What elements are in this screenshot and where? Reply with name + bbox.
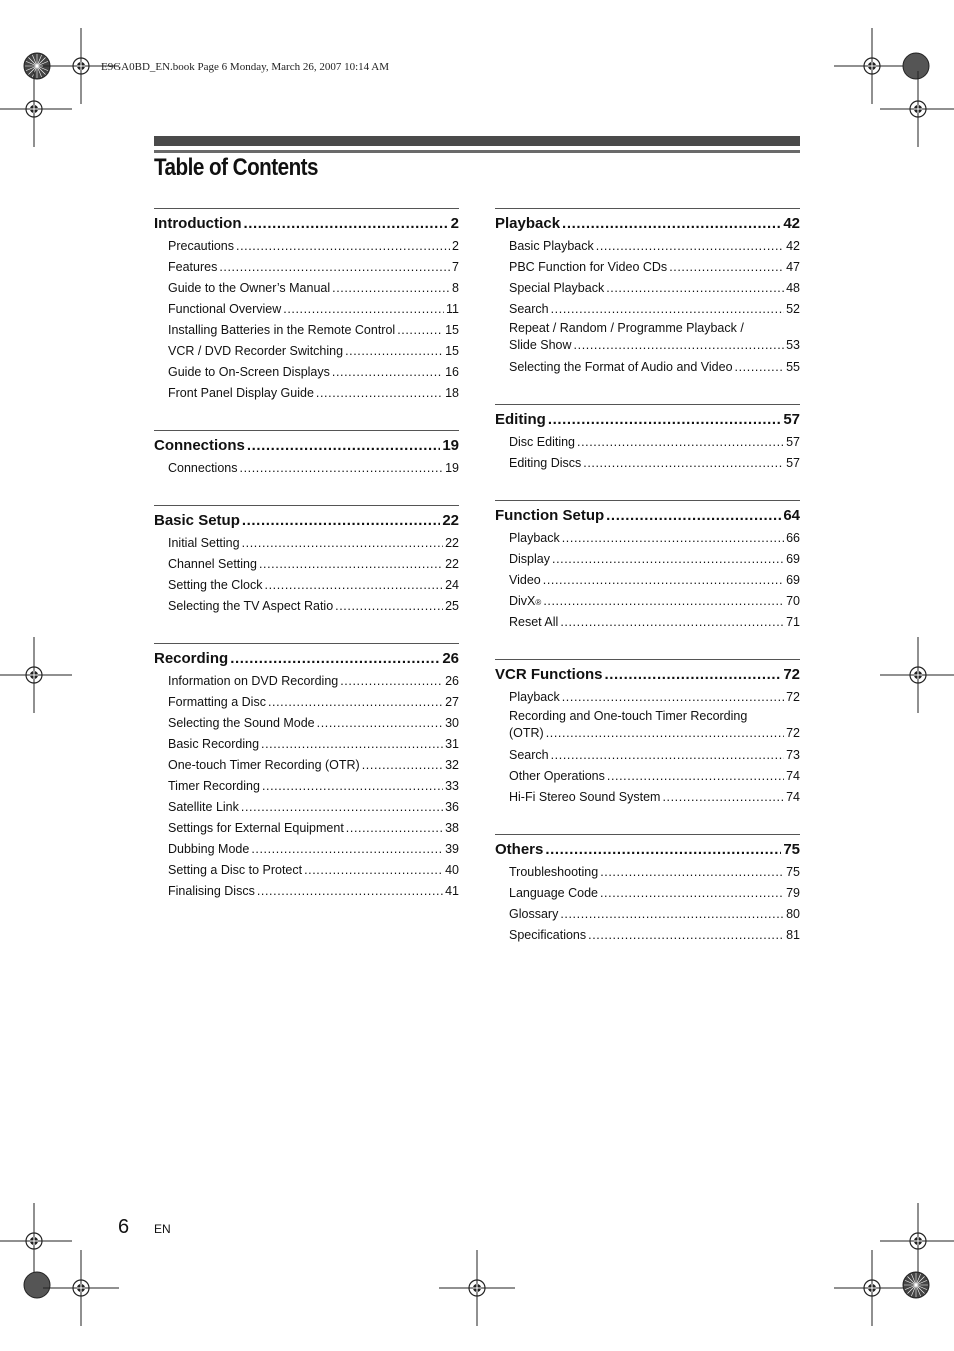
leader-dots <box>600 862 784 883</box>
toc-left-column <box>154 208 459 902</box>
toc-entry-label: VCR / DVD Recorder Switching <box>168 344 344 358</box>
toc-section-heading-page: 57 <box>783 411 800 428</box>
section-gap <box>495 378 800 404</box>
toc-entry-label: Front Panel Display Guide <box>168 386 314 400</box>
leader-dots <box>346 818 443 839</box>
toc-entry-first-line: Recording and One-touch Timer Recording <box>509 709 748 723</box>
leader-dots <box>583 453 784 474</box>
toc-entry-page: 22 <box>445 536 459 550</box>
section-gap <box>495 633 800 659</box>
toc-entry[interactable] <box>154 596 459 617</box>
leader-dots <box>340 671 443 692</box>
toc-entry[interactable] <box>154 797 459 818</box>
toc-entry[interactable] <box>495 708 800 745</box>
toc-section <box>154 430 459 479</box>
toc-section-heading-label: Function Setup <box>495 507 605 524</box>
toc-entry[interactable] <box>495 745 800 766</box>
toc-entry[interactable] <box>495 528 800 549</box>
toc-entry-label: Video <box>509 573 541 587</box>
toc-entry[interactable] <box>154 692 459 713</box>
section-gap <box>495 808 800 834</box>
toc-section-heading-page: 42 <box>783 215 800 232</box>
toc-entry-page: 25 <box>445 599 459 613</box>
toc-entry-page: 55 <box>786 360 800 374</box>
toc-entry[interactable] <box>495 257 800 278</box>
toc-entry[interactable] <box>495 862 800 883</box>
toc-entry-label: Dubbing Mode <box>168 842 250 856</box>
leader-dots <box>543 570 784 591</box>
toc-entry-line[interactable] <box>509 724 800 745</box>
toc-entry-page: 73 <box>786 748 800 762</box>
leader-dots <box>268 692 443 713</box>
toc-entry-label: Language Code <box>509 886 598 900</box>
toc-entry-label: Settings for External Equipment <box>168 821 344 835</box>
toc-entry-page: 24 <box>445 578 459 592</box>
toc-section-heading-label: Connections <box>154 437 245 454</box>
leader-dots <box>283 299 444 320</box>
toc-entry[interactable] <box>495 687 800 708</box>
leader-dots <box>219 257 450 278</box>
toc-entry-page: 11 <box>446 302 459 316</box>
toc-section <box>154 643 459 902</box>
leader-dots <box>606 506 781 526</box>
title-rule-thin <box>154 150 800 153</box>
leader-dots <box>605 665 782 685</box>
toc-entry-page: 74 <box>786 769 800 783</box>
toc-entry[interactable]: DivX ® ..... 70 <box>495 591 800 612</box>
toc-section <box>495 404 800 474</box>
leader-dots <box>316 383 443 404</box>
toc-entry-page: 69 <box>786 552 800 566</box>
leader-dots <box>562 214 781 234</box>
toc-entry[interactable] <box>495 357 800 378</box>
toc-section-heading-page: 72 <box>783 666 800 683</box>
page-number: 6 <box>118 1216 130 1238</box>
leader-dots <box>242 511 440 531</box>
toc-section-heading-label: VCR Functions <box>495 666 603 683</box>
toc-entry-page: 39 <box>445 842 459 856</box>
toc-section-heading-label: Basic Setup <box>154 512 240 529</box>
leader-dots <box>560 904 784 925</box>
toc-right-column <box>495 208 800 946</box>
toc-entry-label: Precautions <box>168 239 235 253</box>
toc-entry-label: Troubleshooting <box>509 865 599 879</box>
page-title: Table of Contents <box>154 154 318 181</box>
toc-entry[interactable] <box>154 299 459 320</box>
toc-entry[interactable] <box>154 713 459 734</box>
toc-section-heading[interactable] <box>495 410 800 430</box>
toc-entry[interactable] <box>495 453 800 474</box>
toc-entry-label: Initial Setting <box>168 536 240 550</box>
leader-dots <box>543 591 784 612</box>
toc-entry-page: 7 <box>452 260 459 274</box>
toc-entry-label: Reset All <box>509 615 559 629</box>
leader-dots <box>240 458 444 479</box>
leader-dots <box>362 755 443 776</box>
leader-dots <box>551 745 784 766</box>
leader-dots <box>606 278 784 299</box>
toc-section <box>495 500 800 633</box>
toc-entry-label: Editing Discs <box>509 456 582 470</box>
toc-entry-label: Search <box>509 302 549 316</box>
toc-entry-label: Guide to the Owner’s Manual <box>168 281 331 295</box>
toc-entry[interactable] <box>495 549 800 570</box>
toc-entry-page: 8 <box>452 281 459 295</box>
toc-entry[interactable] <box>154 860 459 881</box>
section-gap <box>495 474 800 500</box>
toc-entry[interactable] <box>154 839 459 860</box>
toc-entry-label: Special Playback <box>509 281 605 295</box>
toc-section-heading-label: Recording <box>154 650 229 667</box>
toc-section-heading[interactable] <box>495 506 800 526</box>
toc-entry-label: Other Operations <box>509 769 605 783</box>
toc-entry-page: 71 <box>786 615 800 629</box>
leader-dots <box>397 320 443 341</box>
toc-section <box>154 208 459 404</box>
leader-dots <box>332 362 443 383</box>
toc-entry-page: 75 <box>786 865 800 879</box>
leader-dots <box>251 839 443 860</box>
toc-entry[interactable] <box>154 575 459 596</box>
toc-entry-page: 32 <box>445 758 459 772</box>
toc-entry[interactable] <box>154 533 459 554</box>
toc-entry-page: 66 <box>786 531 800 545</box>
toc-section-heading[interactable] <box>154 214 459 234</box>
toc-section-heading[interactable] <box>154 649 459 669</box>
toc-entry-page: 40 <box>445 863 459 877</box>
leader-dots <box>259 554 443 575</box>
toc-entry-page: 79 <box>786 886 800 900</box>
toc-entry[interactable] <box>154 320 459 341</box>
toc-section-heading-label: Introduction <box>154 215 242 232</box>
toc-entry-label: Timer Recording <box>168 779 260 793</box>
toc-entry-page: 18 <box>445 386 459 400</box>
toc-entry[interactable] <box>495 787 800 808</box>
leader-dots <box>546 724 784 742</box>
toc-section-heading[interactable] <box>495 214 800 234</box>
toc-entry[interactable] <box>154 236 459 257</box>
toc-entry-line-label: (OTR) <box>509 726 544 740</box>
leader-dots <box>548 410 781 430</box>
toc-entry-page: 72 <box>786 690 800 704</box>
toc-entry-label: Features <box>168 260 218 274</box>
toc-entry-label: Installing Batteries in the Remote Control <box>168 323 396 337</box>
leader-dots <box>241 797 443 818</box>
toc-entry-label: Functional Overview <box>168 302 282 316</box>
toc-entry-label: Channel Setting <box>168 557 257 571</box>
toc-section-heading-page: 22 <box>442 512 459 529</box>
toc-entry[interactable] <box>495 904 800 925</box>
toc-section <box>495 208 800 378</box>
toc-entry[interactable] <box>154 881 459 902</box>
section-gap <box>154 617 459 643</box>
toc-entry[interactable] <box>495 766 800 787</box>
print-file-info: E9GA0BD_EN.book Page 6 Monday, March 26, 2007 10:14 AM <box>101 61 390 73</box>
toc-entry-label: Basic Recording <box>168 737 260 751</box>
leader-dots <box>247 436 440 456</box>
toc-section-heading-page: 64 <box>783 507 800 524</box>
toc-entry-page: 81 <box>786 928 800 942</box>
toc-entry-line[interactable] <box>509 336 800 357</box>
toc-entry-page: 15 <box>445 323 459 337</box>
toc-entry-label: Glossary <box>509 907 559 921</box>
toc-entry[interactable] <box>495 883 800 904</box>
leader-dots <box>317 713 443 734</box>
leader-dots <box>735 357 785 378</box>
toc-entry-label: Hi-Fi Stereo Sound System <box>509 790 661 804</box>
toc-entry-page: 36 <box>445 800 459 814</box>
toc-entry-label: Disc Editing <box>509 435 575 449</box>
toc-entry[interactable] <box>154 278 459 299</box>
leader-dots <box>236 236 450 257</box>
section-gap <box>154 404 459 430</box>
leader-dots <box>262 776 443 797</box>
toc-entry-label: Specifications <box>509 928 587 942</box>
toc-section-heading-page: 26 <box>442 650 459 667</box>
toc-entry[interactable] <box>154 362 459 383</box>
toc-entry-label: Search <box>509 748 549 762</box>
toc-entry-page: 74 <box>786 790 800 804</box>
toc-entry[interactable] <box>154 257 459 278</box>
toc-entry-page: 26 <box>445 674 459 688</box>
toc-section <box>495 659 800 808</box>
leader-dots <box>265 575 444 596</box>
leader-dots <box>230 649 440 669</box>
toc-entry[interactable] <box>154 383 459 404</box>
toc-section-heading[interactable] <box>154 436 459 456</box>
toc-entry-line-page: 53 <box>786 338 800 352</box>
toc-entry-page: 38 <box>445 821 459 835</box>
leader-dots <box>345 341 443 362</box>
toc-entry-page: 70 <box>786 594 800 608</box>
leader-dots <box>600 883 784 904</box>
toc-entry[interactable] <box>154 671 459 692</box>
leader-dots <box>261 734 443 755</box>
toc-entry-label: One-touch Timer Recording (OTR) <box>168 758 360 772</box>
toc-entry[interactable] <box>495 320 800 357</box>
leader-dots <box>607 766 784 787</box>
leader-dots <box>560 612 784 633</box>
toc-entry[interactable] <box>154 734 459 755</box>
toc-entry-label: Finalising Discs <box>168 884 255 898</box>
toc-entry[interactable] <box>154 818 459 839</box>
toc-entry-page: 57 <box>786 456 800 470</box>
leader-dots <box>662 787 784 808</box>
toc-entry[interactable] <box>154 776 459 797</box>
toc-section-heading-label: Editing <box>495 411 546 428</box>
toc-entry-page: 19 <box>445 461 459 475</box>
leader-dots <box>545 840 781 860</box>
toc-entry-line-page: 72 <box>786 726 800 740</box>
toc-entry[interactable] <box>495 925 800 946</box>
toc-entry-page: 57 <box>786 435 800 449</box>
toc-entry-page: 15 <box>445 344 459 358</box>
toc-section-heading[interactable] <box>495 840 800 860</box>
toc-entry[interactable] <box>154 341 459 362</box>
toc-entry-page: 47 <box>786 260 800 274</box>
toc-entry[interactable] <box>154 554 459 575</box>
leader-dots <box>562 687 784 708</box>
toc-entry[interactable] <box>495 432 800 453</box>
toc-entry-label: Information on DVD Recording <box>168 674 339 688</box>
leader-dots <box>551 299 784 320</box>
leader-dots <box>243 214 448 234</box>
leader-dots <box>304 860 443 881</box>
toc-entry-label: Setting a Disc to Protect <box>168 863 303 877</box>
leader-dots <box>574 336 785 354</box>
toc-entry-label: PBC Function for Video CDs <box>509 260 668 274</box>
toc-entry[interactable] <box>495 299 800 320</box>
leader-dots <box>332 278 450 299</box>
toc-entry[interactable] <box>154 458 459 479</box>
leader-dots <box>242 533 444 554</box>
toc-entry-page: 48 <box>786 281 800 295</box>
toc-section <box>154 505 459 617</box>
toc-section-heading-page: 2 <box>450 215 459 232</box>
leader-dots <box>669 257 784 278</box>
toc-section-heading[interactable] <box>154 511 459 531</box>
page-language: EN <box>154 1222 171 1236</box>
toc-entry-label: Setting the Clock <box>168 578 263 592</box>
toc-entry-label: Basic Playback <box>509 239 594 253</box>
toc-entry-page: 22 <box>445 557 459 571</box>
toc-entry-page: 27 <box>445 695 459 709</box>
leader-dots <box>596 236 784 257</box>
section-gap <box>154 479 459 505</box>
toc-entry-page: 33 <box>445 779 459 793</box>
toc-entry-label: Selecting the Format of Audio and Video <box>509 360 733 374</box>
toc-entry-page: 31 <box>445 737 459 751</box>
toc-entry-page: 30 <box>445 716 459 730</box>
leader-dots <box>257 881 443 902</box>
toc-entry-label: Formatting a Disc <box>168 695 266 709</box>
toc-entry-line-label: Slide Show <box>509 338 572 352</box>
toc-entry-label: Connections <box>168 461 238 475</box>
toc-entry-label: DivX <box>509 594 536 608</box>
toc-entry-label: Display <box>509 552 550 566</box>
leader-dots <box>588 925 784 946</box>
toc-entry[interactable] <box>495 570 800 591</box>
toc-entry-page: 80 <box>786 907 800 921</box>
leader-dots <box>577 432 784 453</box>
toc-section-heading-page: 75 <box>783 841 800 858</box>
toc-entry-page: 52 <box>786 302 800 316</box>
toc-section-heading-label: Others <box>495 841 544 858</box>
toc-entry-first-line: Repeat / Random / Programme Playback / <box>509 321 744 335</box>
leader-dots <box>562 528 784 549</box>
toc-section-heading-page: 19 <box>442 437 459 454</box>
toc-entry-page: 2 <box>452 239 459 253</box>
toc-entry-page: 41 <box>445 884 459 898</box>
toc-section-heading-label: Playback <box>495 215 561 232</box>
toc-entry-page: 42 <box>786 239 800 253</box>
toc-entry[interactable] <box>495 236 800 257</box>
toc-entry[interactable] <box>154 755 459 776</box>
leader-dots <box>552 549 784 570</box>
toc-entry[interactable] <box>495 278 800 299</box>
toc-entry-label: Satellite Link <box>168 800 239 814</box>
toc-entry-label: Playback <box>509 531 560 545</box>
toc-entry[interactable] <box>495 612 800 633</box>
toc-section <box>495 834 800 946</box>
toc-section-heading[interactable] <box>495 665 800 685</box>
toc-entry-label: Guide to On-Screen Displays <box>168 365 330 379</box>
title-rule-thick <box>154 136 800 146</box>
toc-entry-page: 16 <box>445 365 459 379</box>
toc-entry-label: Selecting the Sound Mode <box>168 716 315 730</box>
toc-entry-label: Selecting the TV Aspect Ratio <box>168 599 334 613</box>
toc-entry-page: 69 <box>786 573 800 587</box>
leader-dots <box>335 596 443 617</box>
toc-entry-label: Playback <box>509 690 560 704</box>
